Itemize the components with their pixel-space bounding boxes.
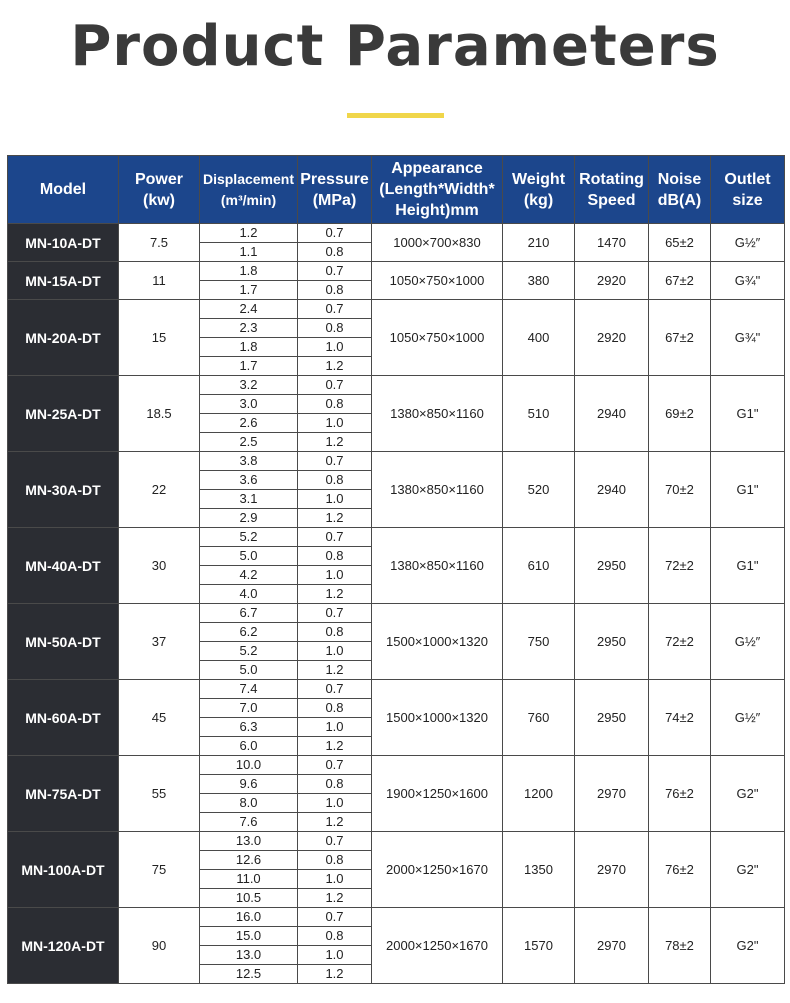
column-header-line: Power — [134, 170, 183, 188]
cell-model: MN-25A-DT — [8, 376, 119, 452]
cell-displacement: 12.6 — [200, 851, 298, 870]
table-row — [8, 452, 785, 471]
cell-model: MN-10A-DT — [8, 224, 119, 262]
cell-pressure: 1.2 — [298, 585, 372, 604]
table-row — [8, 528, 785, 547]
cell-displacement: 11.0 — [200, 870, 298, 889]
cell-pressure: 0.7 — [298, 832, 372, 851]
cell-displacement: 1.8 — [200, 338, 298, 357]
cell-weight: 610 — [503, 528, 575, 604]
cell-speed: 2920 — [575, 262, 649, 300]
cell-speed: 2970 — [575, 832, 649, 908]
cell-model: MN-40A-DT — [8, 528, 119, 604]
cell-pressure: 1.2 — [298, 737, 372, 756]
cell-weight: 400 — [503, 300, 575, 376]
column-header-model — [8, 156, 119, 224]
column-header-line: Noise — [657, 170, 702, 188]
column-header-line: (Length*Width* — [379, 181, 495, 198]
cell-pressure: 0.8 — [298, 471, 372, 490]
table-row — [8, 262, 785, 281]
cell-displacement: 13.0 — [200, 946, 298, 965]
cell-pressure: 0.8 — [298, 395, 372, 414]
cell-model: MN-120A-DT — [8, 908, 119, 984]
column-header-line: (m³/min) — [220, 191, 277, 208]
column-header-power — [119, 156, 200, 224]
cell-speed: 2940 — [575, 452, 649, 528]
cell-noise: 72±2 — [649, 604, 711, 680]
cell-appearance: 1900×1250×1600 — [372, 756, 503, 832]
cell-displacement: 2.5 — [200, 433, 298, 452]
cell-outlet: G2" — [711, 832, 785, 908]
cell-outlet: G2" — [711, 756, 785, 832]
cell-outlet: G1" — [711, 528, 785, 604]
cell-power: 7.5 — [119, 224, 200, 262]
cell-pressure: 1.2 — [298, 965, 372, 984]
cell-pressure: 1.2 — [298, 889, 372, 908]
cell-displacement: 4.0 — [200, 585, 298, 604]
column-header-line: (kg) — [523, 191, 554, 209]
cell-pressure: 0.7 — [298, 452, 372, 471]
cell-displacement: 5.2 — [200, 642, 298, 661]
cell-displacement: 10.0 — [200, 756, 298, 775]
cell-pressure: 0.7 — [298, 224, 372, 243]
cell-displacement: 3.8 — [200, 452, 298, 471]
column-header-line: dB(A) — [657, 191, 702, 209]
cell-appearance: 2000×1250×1670 — [372, 832, 503, 908]
cell-displacement: 3.6 — [200, 471, 298, 490]
cell-displacement: 1.2 — [200, 224, 298, 243]
cell-pressure: 0.7 — [298, 604, 372, 623]
table-row — [8, 300, 785, 319]
cell-displacement: 15.0 — [200, 927, 298, 946]
cell-pressure: 1.2 — [298, 433, 372, 452]
cell-model: MN-15A-DT — [8, 262, 119, 300]
column-header-line: Pressure — [300, 170, 369, 188]
cell-noise: 70±2 — [649, 452, 711, 528]
cell-pressure: 1.0 — [298, 566, 372, 585]
column-header-line: Displacement — [202, 170, 295, 187]
cell-displacement: 13.0 — [200, 832, 298, 851]
cell-appearance: 1050×750×1000 — [372, 262, 503, 300]
cell-power: 18.5 — [119, 376, 200, 452]
cell-power: 11 — [119, 262, 200, 300]
cell-outlet: G1" — [711, 376, 785, 452]
cell-appearance: 1380×850×1160 — [372, 452, 503, 528]
column-header-line: Appearance — [391, 160, 483, 177]
column-header-line: Rotating — [579, 170, 644, 188]
cell-displacement: 3.0 — [200, 395, 298, 414]
cell-pressure: 1.0 — [298, 490, 372, 509]
cell-pressure: 0.7 — [298, 300, 372, 319]
cell-pressure: 0.8 — [298, 623, 372, 642]
cell-pressure: 0.7 — [298, 908, 372, 927]
cell-displacement: 1.8 — [200, 262, 298, 281]
column-header-noise — [649, 156, 711, 224]
cell-pressure: 0.8 — [298, 319, 372, 338]
cell-displacement: 6.7 — [200, 604, 298, 623]
parameters-table — [7, 155, 785, 984]
cell-displacement: 2.3 — [200, 319, 298, 338]
cell-displacement: 3.1 — [200, 490, 298, 509]
cell-model: MN-20A-DT — [8, 300, 119, 376]
cell-pressure: 0.8 — [298, 851, 372, 870]
cell-displacement: 5.0 — [200, 547, 298, 566]
cell-power: 55 — [119, 756, 200, 832]
cell-model: MN-30A-DT — [8, 452, 119, 528]
cell-pressure: 1.2 — [298, 509, 372, 528]
column-header-line: Speed — [587, 191, 636, 209]
cell-power: 30 — [119, 528, 200, 604]
cell-pressure: 0.7 — [298, 528, 372, 547]
cell-appearance: 1050×750×1000 — [372, 300, 503, 376]
column-header-outlet — [711, 156, 785, 224]
cell-noise: 65±2 — [649, 224, 711, 262]
cell-pressure: 0.8 — [298, 699, 372, 718]
cell-power: 37 — [119, 604, 200, 680]
table-header-row — [8, 156, 785, 224]
cell-displacement: 16.0 — [200, 908, 298, 927]
cell-displacement: 1.7 — [200, 357, 298, 376]
cell-power: 90 — [119, 908, 200, 984]
cell-pressure: 1.2 — [298, 357, 372, 376]
cell-displacement: 5.2 — [200, 528, 298, 547]
cell-noise: 78±2 — [649, 908, 711, 984]
cell-weight: 1570 — [503, 908, 575, 984]
cell-pressure: 0.7 — [298, 376, 372, 395]
cell-appearance: 1500×1000×1320 — [372, 680, 503, 756]
cell-speed: 2950 — [575, 680, 649, 756]
cell-displacement: 7.0 — [200, 699, 298, 718]
table-row — [8, 604, 785, 623]
cell-speed: 2950 — [575, 528, 649, 604]
cell-displacement: 2.6 — [200, 414, 298, 433]
cell-speed: 2970 — [575, 908, 649, 984]
cell-noise: 69±2 — [649, 376, 711, 452]
cell-displacement: 10.5 — [200, 889, 298, 908]
table-row — [8, 224, 785, 243]
cell-displacement: 5.0 — [200, 661, 298, 680]
cell-power: 15 — [119, 300, 200, 376]
cell-speed: 2970 — [575, 756, 649, 832]
cell-pressure: 0.8 — [298, 281, 372, 300]
column-header-line: (kw) — [143, 191, 175, 209]
cell-pressure: 1.0 — [298, 870, 372, 889]
cell-speed: 2920 — [575, 300, 649, 376]
cell-pressure: 0.8 — [298, 243, 372, 262]
cell-outlet: G½″ — [711, 680, 785, 756]
cell-noise: 74±2 — [649, 680, 711, 756]
cell-outlet: G½″ — [711, 224, 785, 262]
cell-pressure: 0.8 — [298, 927, 372, 946]
cell-displacement: 1.1 — [200, 243, 298, 262]
cell-displacement: 3.2 — [200, 376, 298, 395]
cell-displacement: 6.0 — [200, 737, 298, 756]
cell-pressure: 1.0 — [298, 794, 372, 813]
cell-pressure: 1.0 — [298, 338, 372, 357]
column-header-line: size — [732, 191, 763, 209]
cell-displacement: 6.2 — [200, 623, 298, 642]
column-header-appearance — [372, 156, 503, 224]
cell-outlet: G¾" — [711, 262, 785, 300]
cell-pressure: 0.7 — [298, 756, 372, 775]
column-header-line: Outlet — [724, 170, 771, 188]
column-header-weight — [503, 156, 575, 224]
cell-weight: 1350 — [503, 832, 575, 908]
cell-pressure: 1.2 — [298, 661, 372, 680]
cell-displacement: 1.7 — [200, 281, 298, 300]
column-header-line: (MPa) — [312, 191, 357, 209]
cell-speed: 1470 — [575, 224, 649, 262]
cell-noise: 76±2 — [649, 756, 711, 832]
cell-power: 75 — [119, 832, 200, 908]
cell-model: MN-60A-DT — [8, 680, 119, 756]
page-title: Product Parameters — [70, 14, 720, 79]
cell-noise: 72±2 — [649, 528, 711, 604]
cell-weight: 380 — [503, 262, 575, 300]
cell-weight: 520 — [503, 452, 575, 528]
cell-noise: 67±2 — [649, 262, 711, 300]
cell-displacement: 2.9 — [200, 509, 298, 528]
cell-weight: 510 — [503, 376, 575, 452]
cell-pressure: 1.2 — [298, 813, 372, 832]
cell-pressure: 1.0 — [298, 946, 372, 965]
cell-displacement: 2.4 — [200, 300, 298, 319]
cell-displacement: 4.2 — [200, 566, 298, 585]
cell-noise: 67±2 — [649, 300, 711, 376]
column-header-line: Model — [39, 181, 87, 198]
cell-weight: 750 — [503, 604, 575, 680]
title-accent-bar — [347, 113, 444, 118]
cell-model: MN-75A-DT — [8, 756, 119, 832]
table-row — [8, 908, 785, 927]
cell-outlet: G¾" — [711, 300, 785, 376]
cell-outlet: G2" — [711, 908, 785, 984]
cell-weight: 760 — [503, 680, 575, 756]
column-header-displacement — [200, 156, 298, 224]
cell-displacement: 7.6 — [200, 813, 298, 832]
cell-appearance: 1380×850×1160 — [372, 528, 503, 604]
cell-outlet: G½″ — [711, 604, 785, 680]
table-row — [8, 832, 785, 851]
cell-pressure: 0.7 — [298, 262, 372, 281]
cell-pressure: 1.0 — [298, 414, 372, 433]
cell-pressure: 1.0 — [298, 642, 372, 661]
cell-appearance: 2000×1250×1670 — [372, 908, 503, 984]
column-header-speed — [575, 156, 649, 224]
cell-pressure: 0.8 — [298, 775, 372, 794]
cell-weight: 1200 — [503, 756, 575, 832]
cell-appearance: 1000×700×830 — [372, 224, 503, 262]
cell-displacement: 7.4 — [200, 680, 298, 699]
cell-displacement: 6.3 — [200, 718, 298, 737]
column-header-line: Weight — [511, 170, 566, 188]
cell-noise: 76±2 — [649, 832, 711, 908]
cell-speed: 2950 — [575, 604, 649, 680]
column-header-pressure — [298, 156, 372, 224]
cell-model: MN-100A-DT — [8, 832, 119, 908]
table-row — [8, 756, 785, 775]
cell-pressure: 1.0 — [298, 718, 372, 737]
cell-speed: 2940 — [575, 376, 649, 452]
cell-appearance: 1500×1000×1320 — [372, 604, 503, 680]
cell-power: 45 — [119, 680, 200, 756]
cell-appearance: 1380×850×1160 — [372, 376, 503, 452]
cell-pressure: 0.7 — [298, 680, 372, 699]
cell-displacement: 8.0 — [200, 794, 298, 813]
cell-model: MN-50A-DT — [8, 604, 119, 680]
cell-weight: 210 — [503, 224, 575, 262]
cell-power: 22 — [119, 452, 200, 528]
column-header-line: Height)mm — [395, 202, 479, 219]
cell-pressure: 0.8 — [298, 547, 372, 566]
cell-outlet: G1" — [711, 452, 785, 528]
cell-displacement: 9.6 — [200, 775, 298, 794]
cell-displacement: 12.5 — [200, 965, 298, 984]
table-row — [8, 680, 785, 699]
table-row — [8, 376, 785, 395]
